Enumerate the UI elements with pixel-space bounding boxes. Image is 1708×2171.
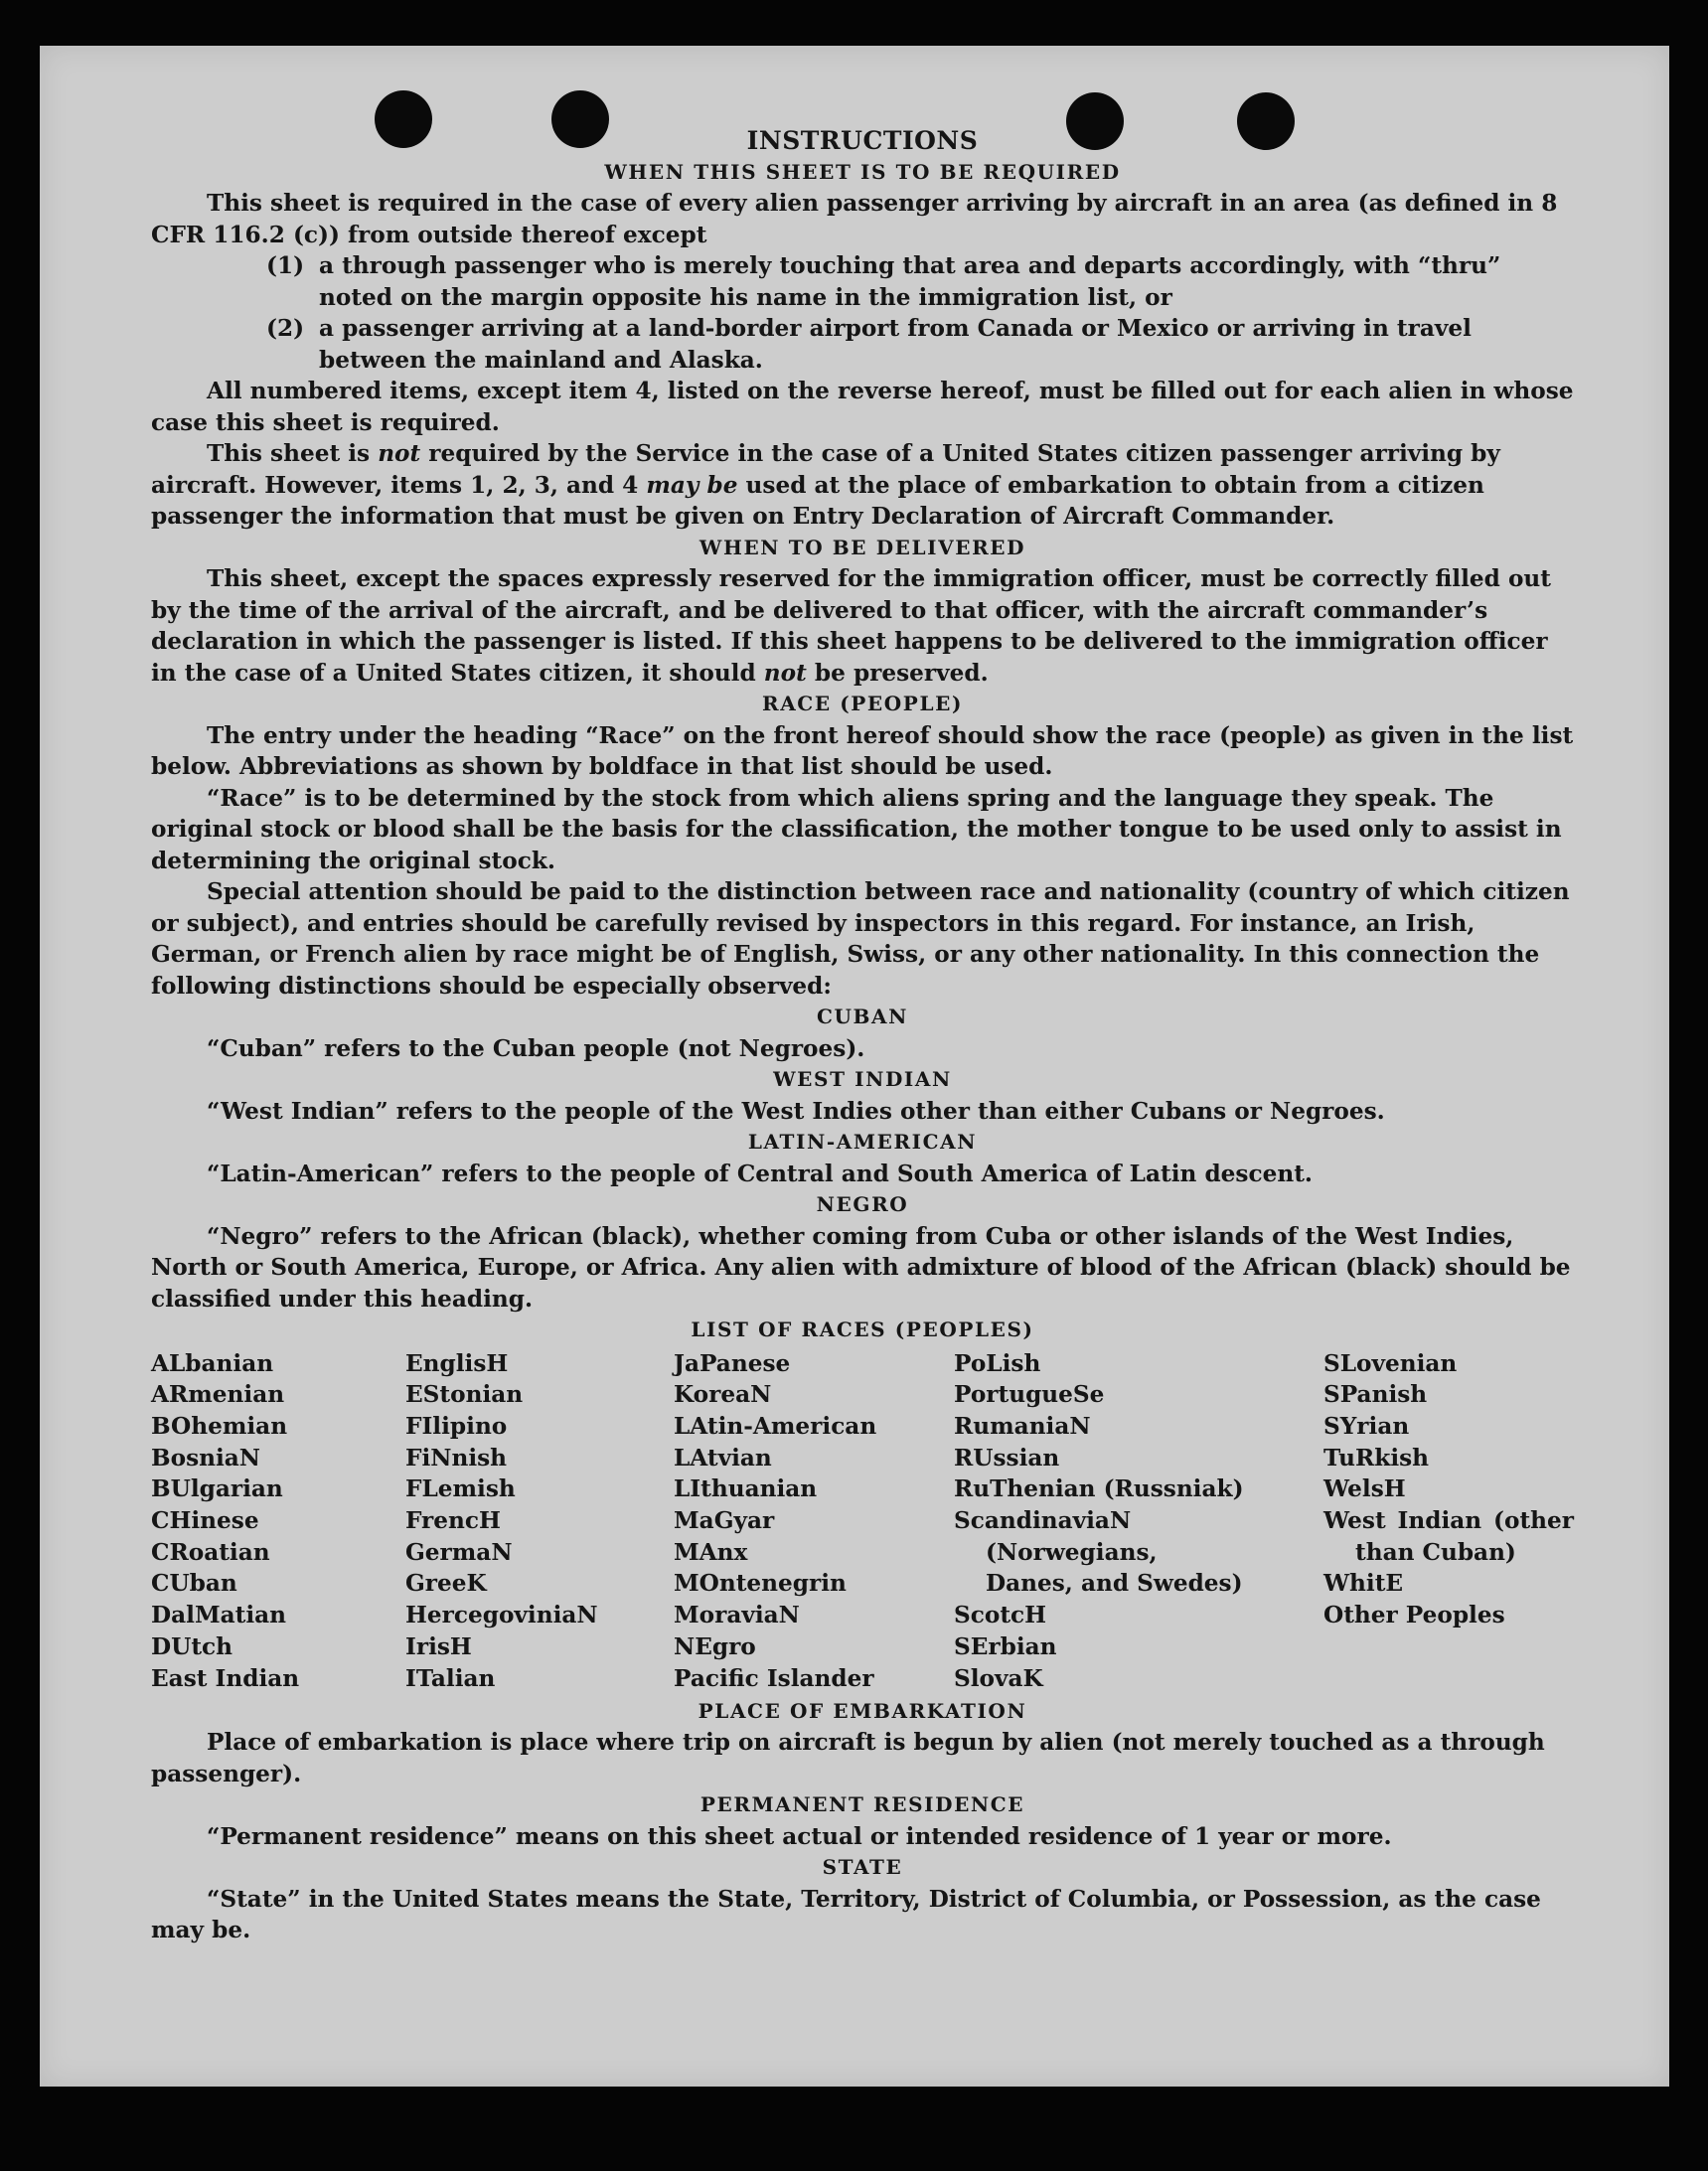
section-heading: PLACE OF EMBARKATION (698, 1698, 1027, 1723)
race-item: KoreaN (674, 1381, 772, 1409)
section-heading: RACE (PEOPLE) (761, 692, 964, 715)
race-item: ARmenian (151, 1381, 285, 1409)
race-column (674, 1348, 876, 1695)
race-item: DUtch (151, 1632, 233, 1660)
instructions-text (151, 125, 1574, 1946)
race-item: NEgro (674, 1632, 756, 1660)
race-column (954, 1348, 1252, 1695)
race-item: ITalian (405, 1664, 496, 1692)
race-item: Other Peoples (1323, 1602, 1505, 1629)
race-item: HercegoviniaN (405, 1602, 598, 1629)
race-item: MaGyar (674, 1507, 775, 1535)
paragraph: This sheet is required in the case of every alien passenger arriving by aircraft in an area (as defined in 8 CFR 116.2 (c)) from outside thereof except (151, 190, 1558, 248)
race-item: JaPanese (674, 1349, 791, 1377)
race-item: WhitE (1323, 1570, 1404, 1598)
section-heading: LIST OF RACES (PEOPLES) (691, 1318, 1034, 1341)
list-number: (1) (266, 252, 305, 279)
race-column (1323, 1348, 1574, 1631)
race-item: West Indian (other than Cuban) (1323, 1507, 1574, 1566)
list-text: a through passenger who is merely touching that area and departs accordingly, with “thru” noted on the margin opposite his name in the immigration list, or (319, 252, 1501, 311)
race-item: TuRkish (1323, 1444, 1430, 1472)
list-item (151, 250, 1574, 313)
race-item: GreeK (405, 1570, 487, 1598)
text-run: This sheet is (207, 440, 379, 467)
race-item: BUlgarian (151, 1475, 283, 1503)
text-run: be preserved. (806, 659, 989, 687)
race-item: FrencH (405, 1507, 501, 1535)
race-item: EStonian (405, 1381, 524, 1409)
race-item: LAtvian (674, 1444, 772, 1472)
paragraph: Special attention should be paid to the distinction between race and nationality (country of which citizen or subject), and entries should be carefully revised by inspectors in this regard. For instance, an Irish, German, or French alien by race might be of English, Swiss, or any other nationality. In this connection the following distinctions should be especially observed: (151, 878, 1570, 1000)
race-item: Pacific Islander (674, 1664, 874, 1692)
race-item: CUban (151, 1570, 237, 1598)
race-item: FiNnish (405, 1444, 508, 1472)
paragraph: All numbered items, except item 4, listed on the reverse hereof, must be filled out for each alien in whose case this sheet is required. (151, 378, 1574, 436)
section-heading: NEGRO (816, 1192, 909, 1216)
race-column (151, 1348, 299, 1695)
race-item: PoLish (954, 1349, 1041, 1377)
race-item: East Indian (151, 1664, 300, 1692)
race-item: LIthuanian (674, 1475, 818, 1503)
list-text: a passenger arriving at a land-border airport from Canada or Mexico or arriving in travel between the mainland and Alaska. (319, 315, 1472, 374)
race-item: MoraviaN (674, 1602, 800, 1629)
race-item: MAnx (674, 1538, 748, 1566)
race-item: GermaN (405, 1538, 513, 1566)
race-item: FIlipino (405, 1412, 508, 1440)
race-item: DalMatian (151, 1602, 287, 1629)
paragraph: Place of embarkation is place where trip on aircraft is begun by alien (not merely touched as a through passenger). (151, 1729, 1545, 1787)
race-item: BOhemian (151, 1412, 288, 1440)
race-item: SlovaK (954, 1664, 1043, 1692)
race-item: SErbian (954, 1632, 1057, 1660)
section-heading: STATE (822, 1855, 903, 1879)
list-number: (2) (266, 315, 305, 342)
paragraph: The entry under the heading “Race” on the front hereof should show the race (people) as given in the list below. Abbreviations as shown by boldface in that list should be used. (151, 721, 1574, 780)
text-run: required by the Service in the case of a United States citizen passenger arriving by aircraft. However, items 1, 2, 3, and 4 (151, 440, 1500, 499)
text-run: This sheet, except the spaces expressly reserved for the immigration officer, must be correctly filled out by the time of the arrival of the aircraft, and be delivered to that officer, with the aircraft commander’s declaration in which the passenger is listed. If this sheet happens to be delivered to the immigration officer in the case of a United States citizen, it should (151, 565, 1551, 687)
race-list (151, 1348, 1574, 1696)
section-heading: WHEN TO BE DELIVERED (699, 535, 1026, 559)
paragraph: “State” in the United States means the State, Territory, District of Columbia, or Possession, as the case may be. (151, 1885, 1541, 1943)
race-item: CHinese (151, 1507, 259, 1535)
race-item: RumaniaN (954, 1412, 1091, 1440)
paragraph: “Latin-American” refers to the people of Central and South America of Latin descent. (207, 1160, 1313, 1187)
race-item: WelsH (1323, 1475, 1406, 1503)
race-item: ALbanian (151, 1349, 274, 1377)
race-item: BosniaN (151, 1444, 261, 1472)
paragraph: “Negro” refers to the African (black), whether coming from Cuba or other islands of the West Indies, North or South America, Europe, or Africa. Any alien with admixture of blood of the African (black) should be classified under this heading. (151, 1222, 1571, 1313)
paragraph: “West Indian” refers to the people of the West Indies other than either Cubans or Negroes. (207, 1097, 1385, 1125)
section-heading: LATIN-AMERICAN (747, 1130, 978, 1154)
list-item (151, 313, 1574, 376)
race-item: RUssian (954, 1444, 1060, 1472)
section-heading: WHEN THIS SHEET IS TO BE REQUIRED (604, 159, 1121, 184)
document-page (40, 46, 1669, 2087)
emphasis: not (763, 659, 807, 687)
race-item: SPanish (1323, 1381, 1428, 1409)
race-item: ScandinaviaN (Norwegians, Danes, and Swedes) (954, 1507, 1243, 1598)
race-item: SLovenian (1323, 1349, 1458, 1377)
race-item: IrisH (405, 1632, 472, 1660)
page-title: INSTRUCTIONS (746, 126, 979, 155)
section-heading: WEST INDIAN (773, 1067, 952, 1091)
section-heading: PERMANENT RESIDENCE (699, 1792, 1025, 1816)
race-item: FLemish (405, 1475, 516, 1503)
race-item: CRoatian (151, 1538, 270, 1566)
emphasis: may be (646, 471, 738, 499)
race-item: LAtin-American (674, 1412, 877, 1440)
paragraph (151, 438, 1574, 533)
race-item: PortugueSe (954, 1381, 1105, 1409)
race-item: EnglisH (405, 1349, 509, 1377)
race-item: ScotcH (954, 1602, 1047, 1629)
paragraph: “Race” is to be determined by the stock from which aliens spring and the language they speak. The original stock or blood shall be the basis for the classification, the mother tongue to be used only to assist in determining the original stock. (151, 784, 1562, 874)
race-item: SYrian (1323, 1412, 1410, 1440)
race-item: MOntenegrin (674, 1570, 847, 1598)
paragraph: “Cuban” refers to the Cuban people (not Negroes). (207, 1034, 865, 1062)
race-item: RuThenian (Russniak) (954, 1475, 1244, 1503)
emphasis: not (378, 440, 421, 467)
race-column (405, 1348, 598, 1695)
paragraph: “Permanent residence” means on this sheet actual or intended residence of 1 year or more. (207, 1822, 1392, 1850)
section-heading: CUBAN (816, 1005, 909, 1028)
paragraph (151, 563, 1574, 689)
text-run: used at the place of embarkation to obtain from a citizen passenger the information that must be given on Entry Declaration of Aircraft Commander. (151, 471, 1484, 530)
